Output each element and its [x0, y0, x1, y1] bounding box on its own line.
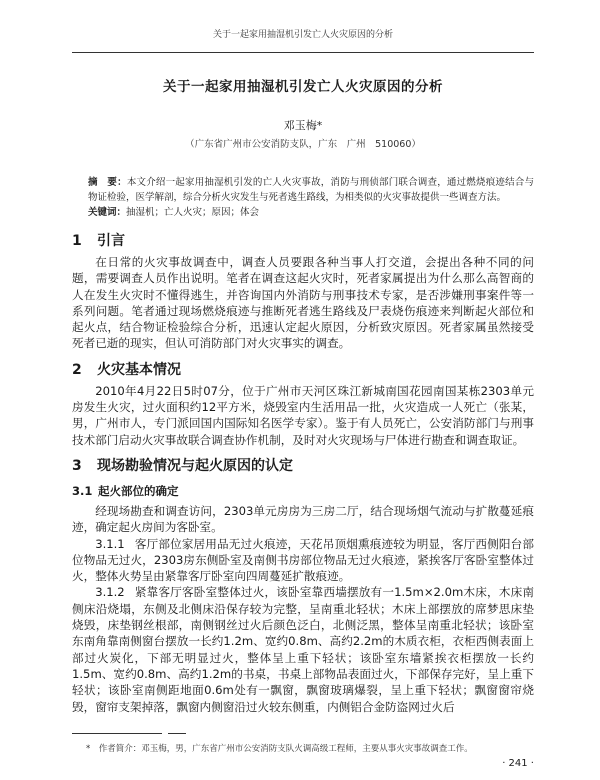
section-1-paragraph: 在日常的火灾事故调查中，调查人员要跟各种当事人打交道，会提出各种不同的问题，需要调查人员作出说明。笔者在调查这起火灾时，死者家属提出为什么那么高智商的人在发生火灾时不懂得逃生，并咨询国内外消防与刑事技术专家，是否涉嫌刑事案件等一系列问题。笔者通过现场燃烧痕迹与推断死者逃生路线及尸表烧伤痕迹来判断起火部位和起火点，结合物证检验综合分析，迅速认定起火原因，分析致灾原因。死者家属虽然接受死者已逝的现实，但认可消防部门对火灾事实的调查。	[72, 255, 534, 351]
section-heading-2: 2 火灾基本情况	[72, 361, 181, 378]
keywords	[88, 205, 534, 220]
footnote-rules	[72, 733, 534, 734]
running-head: 关于一起家用抽湿机引发亡人火灾原因的分析	[212, 30, 393, 40]
footnote-rule-segment	[168, 733, 186, 734]
subsection-3-1-paragraph: 经现场勘查和调查访问，2303单元房房为三房二厅，结合现场烟气流动与扩散蔓延痕迹，确定起火房间为客卧室。	[72, 503, 534, 535]
footnote: * 作者简介：邓玉梅，男，广东省广州市公安消防支队火调高级工程师，主要从事火灾事故调查工作。	[86, 743, 473, 754]
subsection-heading-3-1: 3.1 起火部位的确定	[72, 483, 179, 498]
page-number: · 241 ·	[502, 757, 534, 769]
item-3-1-1: 3.1.1 客厅部位家居用品无过火痕迹，天花吊顶烟熏痕迹较为明显，客厅西侧阳台部位物品无过火，2303房东侧卧室及南侧书房部位物品无过火痕迹，紧挨客厅客卧室整体过火，整体火势呈由紧靠客厅卧室向四周蔓延扩散痕迹。	[72, 536, 534, 584]
section-heading-1: 1 引言	[72, 233, 125, 249]
abstract-text: 本文介绍一起家用抽湿机引发的亡人火灾事故，消防与刑侦部门联合调查，通过燃烧痕迹结合与物证检验，医学解剖，综合分析火灾发生与死者逃生路线，为相类似的火灾事故提供一些调查方法。	[88, 177, 534, 203]
header-rule	[72, 52, 534, 53]
paper-title: 关于一起家用抽湿机引发亡人火灾原因的分析	[163, 79, 443, 95]
item-number: 3.1.2	[95, 585, 125, 600]
item-3-1-2: 3.1.2 紧靠客厅客卧室整体过火，该卧室靠西墙摆放有一1.5m×2.0m木床，木床南侧床沿烧塌，东侧及北侧床沿保存较为完整，呈南重北轻状；木床上部摆放的席梦思床垫烧毁，床垫钢丝根部，南侧钢丝过火后颜色泛白，北侧泛黑，整体呈南重北轻状；该卧室东南角靠南侧窗台摆放一长约1.2m、宽约0.8m、高约2.2m的木质衣柜，衣柜西侧表面上部过火炭化，下部无明显过火，整体呈上重下轻状；该卧室东墙紧挨衣柜摆放一长约1.5m、宽约0.8m、高约1.2m的书桌，书桌上部物品表面过火，下部保存完好，呈上重下轻状；该卧室南侧距地面0.6m处有一飘窗，飘窗玻璃爆裂，呈上重下轻状；飘窗窗帘烧毁，窗帘支架掉落，飘窗内侧窗沿过火较东侧重，内侧铝合金防盗网过火后	[72, 585, 534, 714]
abstract-label: 摘 要：	[88, 177, 127, 188]
keywords-label: 关键词：	[88, 207, 127, 218]
section-heading-3: 3 现场勘验情况与起火原因的认定	[72, 457, 293, 474]
paper-page	[72, 0, 534, 780]
keywords-text: 抽湿机；亡人火灾；原因；体会	[126, 207, 260, 218]
section-2-paragraph: 2010年4月22日5时07分，位于广州市天河区珠江新城南国花园南国某栋2303单元房发生火灾，过火面积约12平方米，烧毁室内生活用品一批，火灾造成一人死亡（张某，男，广州市人，专门派回国内国际知名医学专家）。鉴于有人员死亡，公安消防部门与刑事技术部门启动火灾事故联合调查协作机制，及时对火灾现场与尸体进行勘查和调查取证。	[72, 383, 534, 447]
affiliation: （广东省广州市公安消防支队，广东 广州 510060）	[185, 139, 421, 150]
item-number: 3.1.1	[95, 536, 125, 551]
author: 邓玉梅*	[283, 119, 323, 132]
abstract	[88, 175, 534, 205]
footnote-rule	[72, 733, 162, 734]
